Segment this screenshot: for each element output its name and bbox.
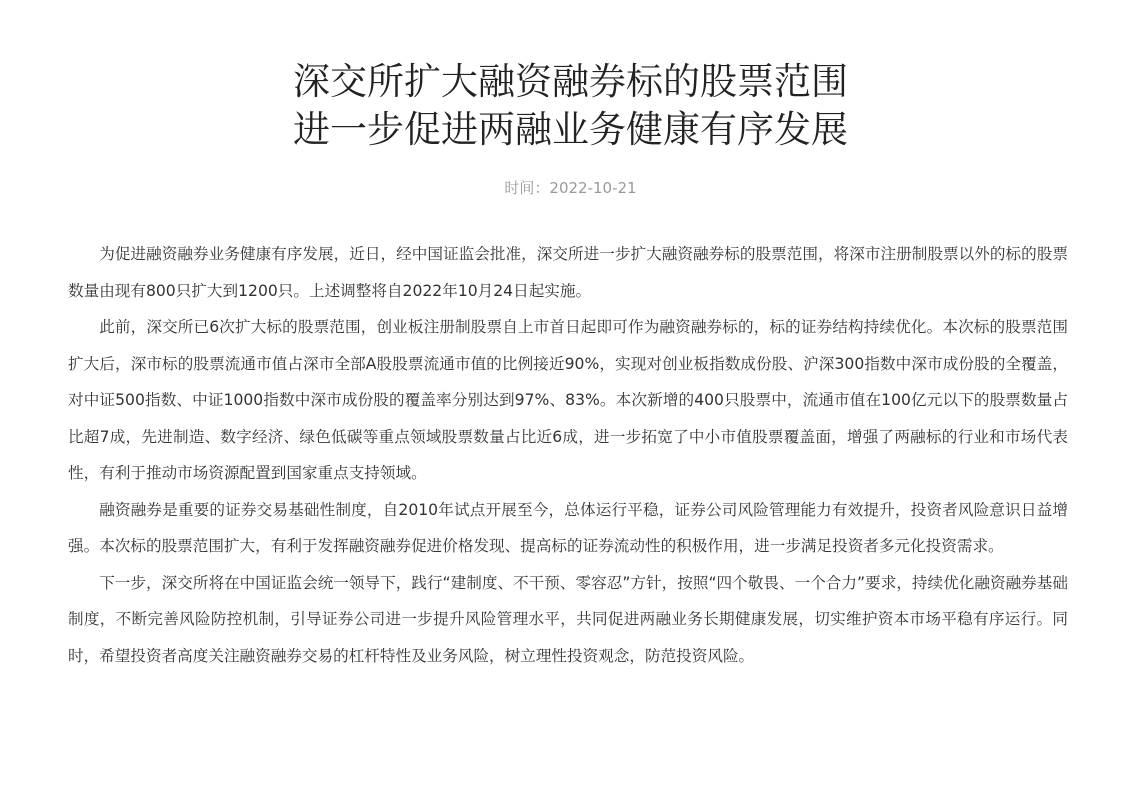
article-title	[0, 58, 1141, 154]
article-body	[68, 236, 1068, 674]
article-paragraph-1: 为促进融资融券业务健康有序发展，近日，经中国证监会批准，深交所进一步扩大融资融券标的股票范围，将深市注册制股票以外的标的股票数量由现有800只扩大到1200只。上述调整将自2022年10月24日起实施。	[68, 245, 1068, 300]
article-title-line-1: 深交所扩大融资融券标的股票范围	[293, 60, 848, 103]
publish-date: 2022-10-21	[549, 179, 637, 197]
article-title-line-2: 进一步促进两融业务健康有序发展	[293, 108, 848, 151]
publish-time-label: 时间：	[504, 179, 550, 197]
article-paragraph-2: 此前，深交所已6次扩大标的股票范围，创业板注册制股票自上市首日起即可作为融资融券标的，标的证券结构持续优化。本次标的股票范围扩大后，深市标的股票流通市值占深市全部A股股票流通市值的比例接近90%，实现对创业板指数成份股、沪深300指数中深市成份股的全覆盖，对中证500指数、中证1000指数中深市成份股的覆盖率分别达到97%、83%。本次新增的400只股票中，流通市值在100亿元以下的股票数量占比超7成，先进制造、数字经济、绿色低碳等重点领域股票数量占比近6成，进一步拓宽了中小市值股票覆盖面，增强了两融标的行业和市场代表性，有利于推动市场资源配置到国家重点支持领域。	[68, 318, 1068, 482]
article-paragraph-3: 融资融券是重要的证券交易基础性制度，自2010年试点开展至今，总体运行平稳，证券公司风险管理能力有效提升，投资者风险意识日益增强。本次标的股票范围扩大，有利于发挥融资融券促进价格发现、提高标的证券流动性的积极作用，进一步满足投资者多元化投资需求。	[68, 500, 1068, 555]
article-paragraph-4: 下一步，深交所将在中国证监会统一领导下，践行“建制度、不干预、零容忍”方针，按照“四个敬畏、一个合力”要求，持续优化融资融券基础制度，不断完善风险防控机制，引导证券公司进一步提升风险管理水平，共同促进两融业务长期健康发展，切实维护资本市场平稳有序运行。同时，希望投资者高度关注融资融券交易的杠杆特性及业务风险，树立理性投资观念，防范投资风险。	[68, 573, 1068, 665]
article-meta	[0, 177, 1141, 198]
